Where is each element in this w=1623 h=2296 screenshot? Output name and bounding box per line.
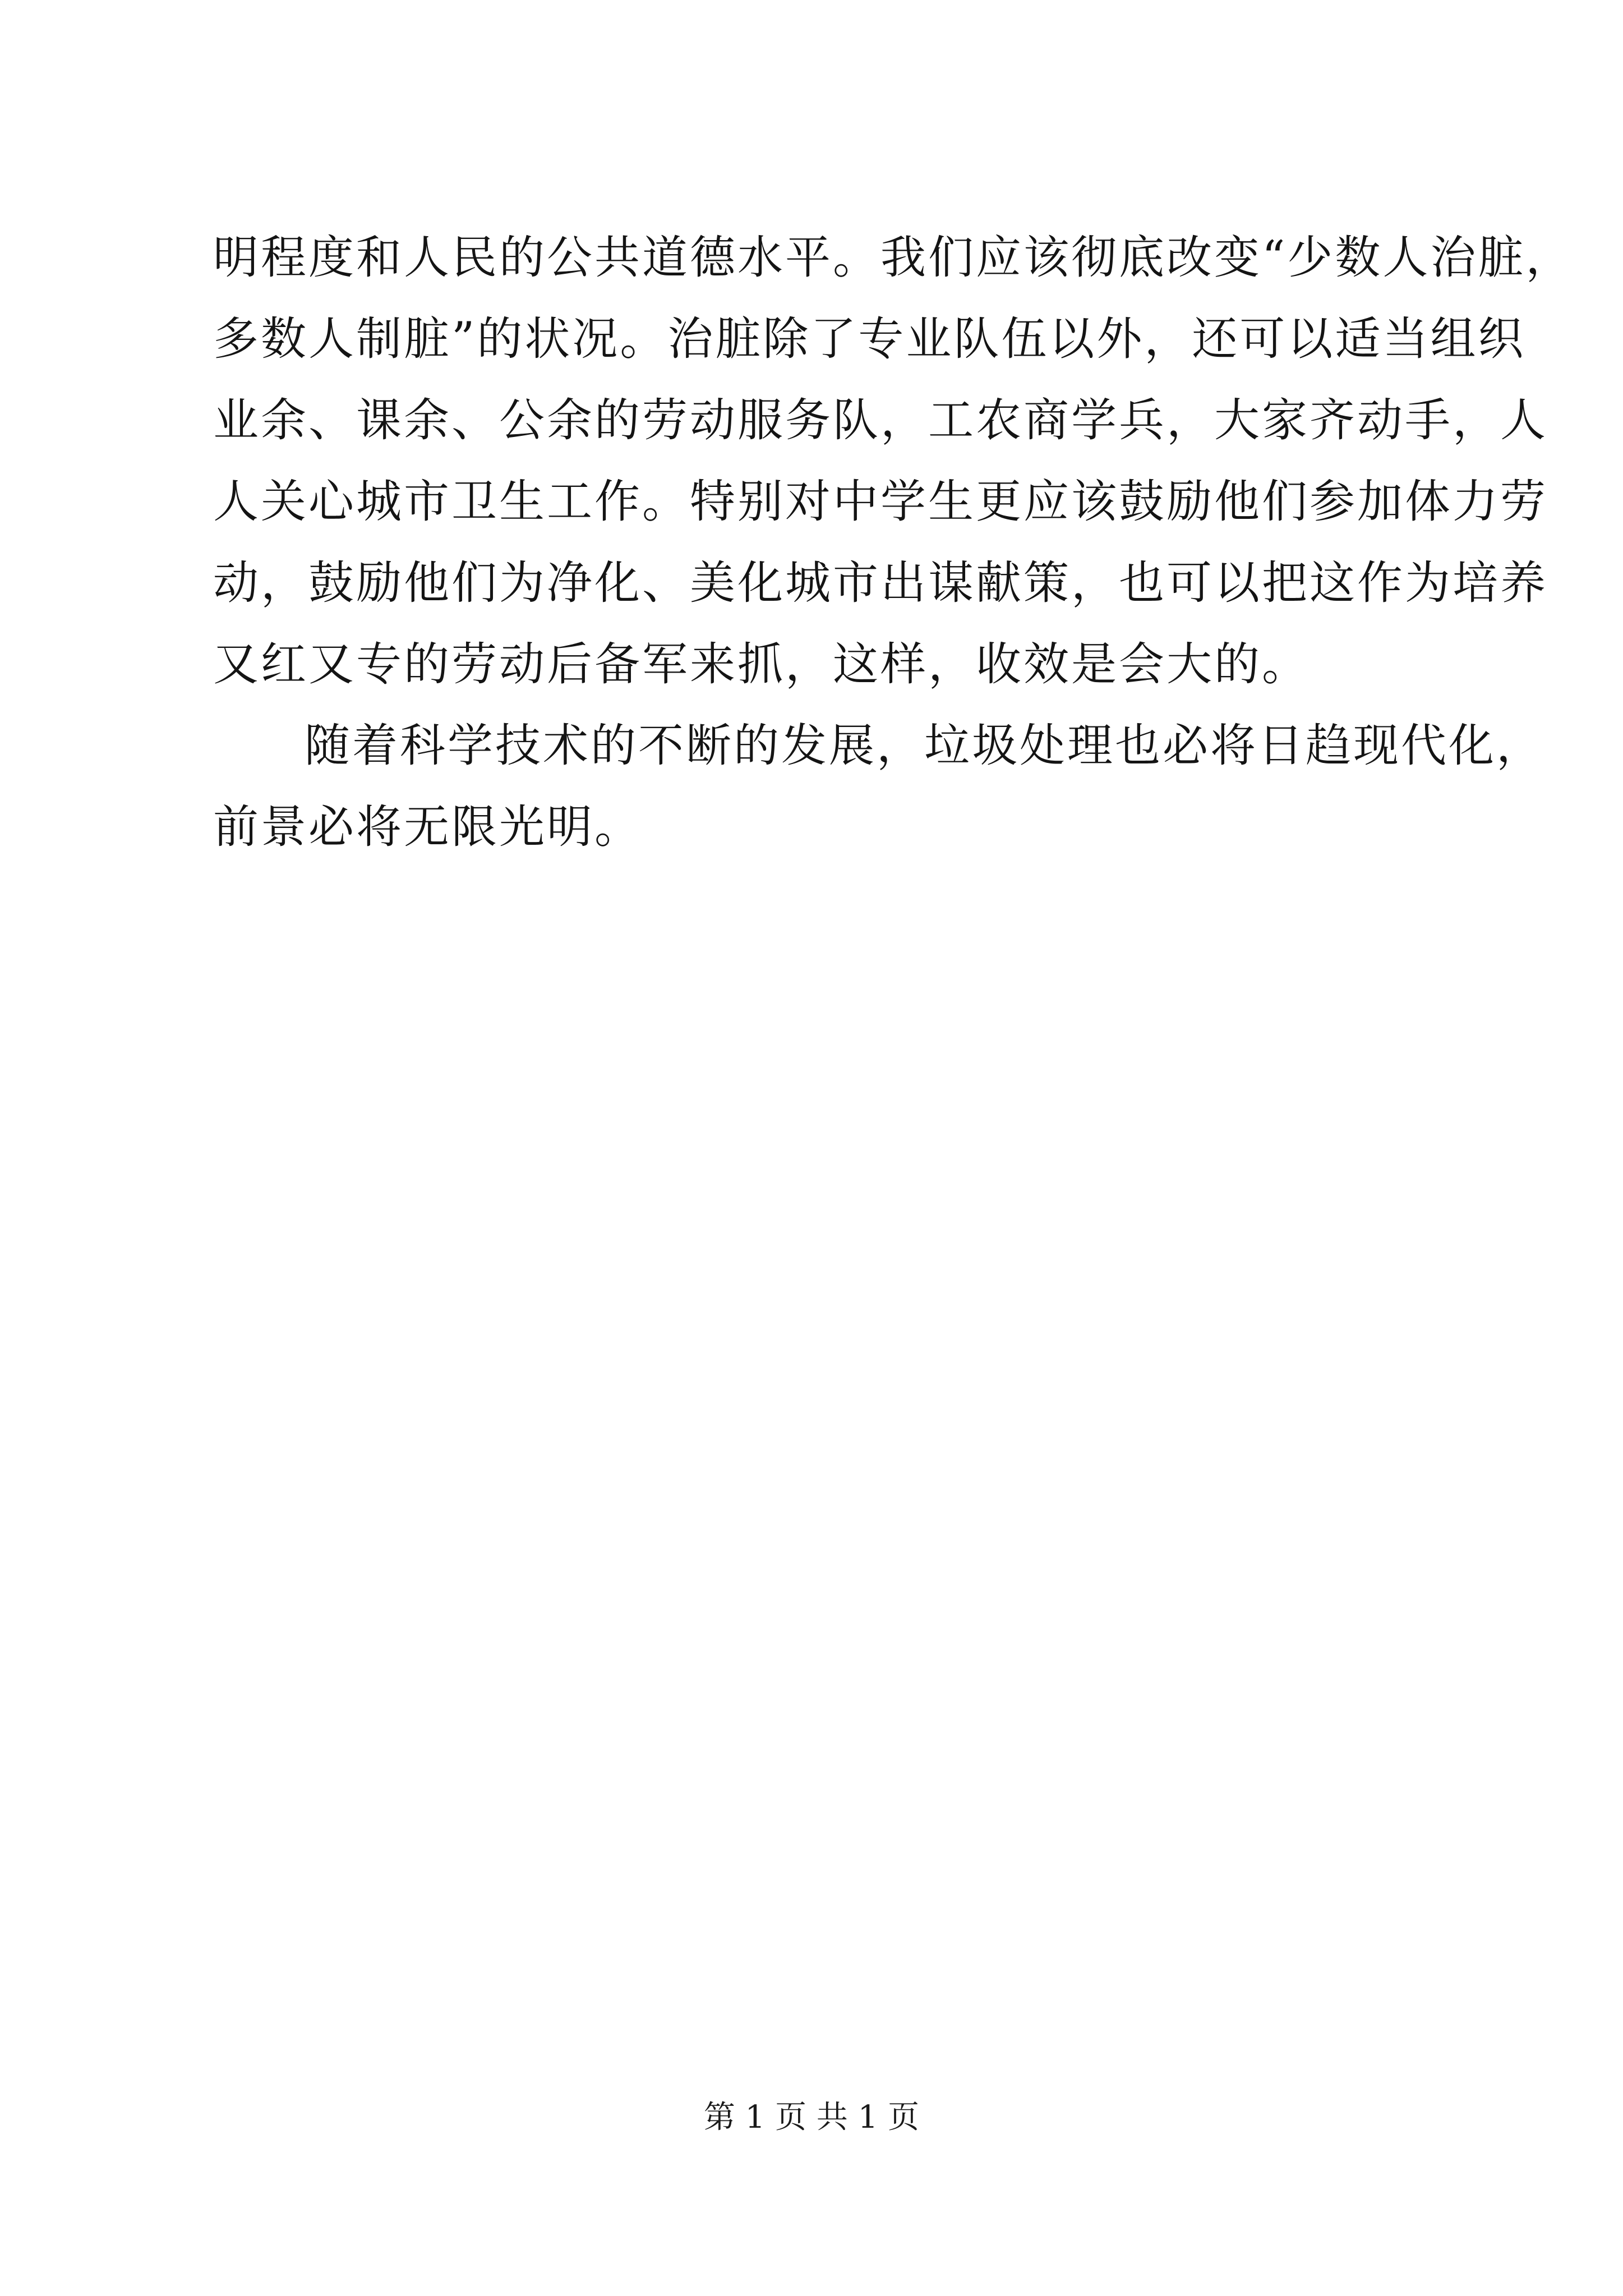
text-line-3: 业余、课余、公余的劳动服务队，工农商学兵，大家齐动手，人 (213, 394, 1548, 447)
page-number-footer: 第 1 页 共 1 页 (703, 2099, 920, 2136)
text-line-2: 多数人制脏”的状况。治脏除了专业队伍以外，还可以适当组织 (213, 313, 1526, 366)
text-line-4: 人关心城市卫生工作。特别对中学生更应该鼓励他们参加体力劳 (213, 476, 1548, 528)
text-line-5: 动，鼓励他们为净化、美化城市出谋献策，也可以把这作为培养 (213, 557, 1548, 610)
text-line-6: 又红又专的劳动后备军来抓，这样，收效是会大的。 (213, 638, 1310, 691)
text-line-1: 明程度和人民的公共道德水平。我们应该彻底改变“少数人治脏， (213, 232, 1574, 284)
text-line-7: 随着科学技术的不断的发展，垃圾处理也必将日趋现代化， (305, 720, 1544, 772)
text-line-8: 前景必将无限光明。 (213, 801, 643, 854)
